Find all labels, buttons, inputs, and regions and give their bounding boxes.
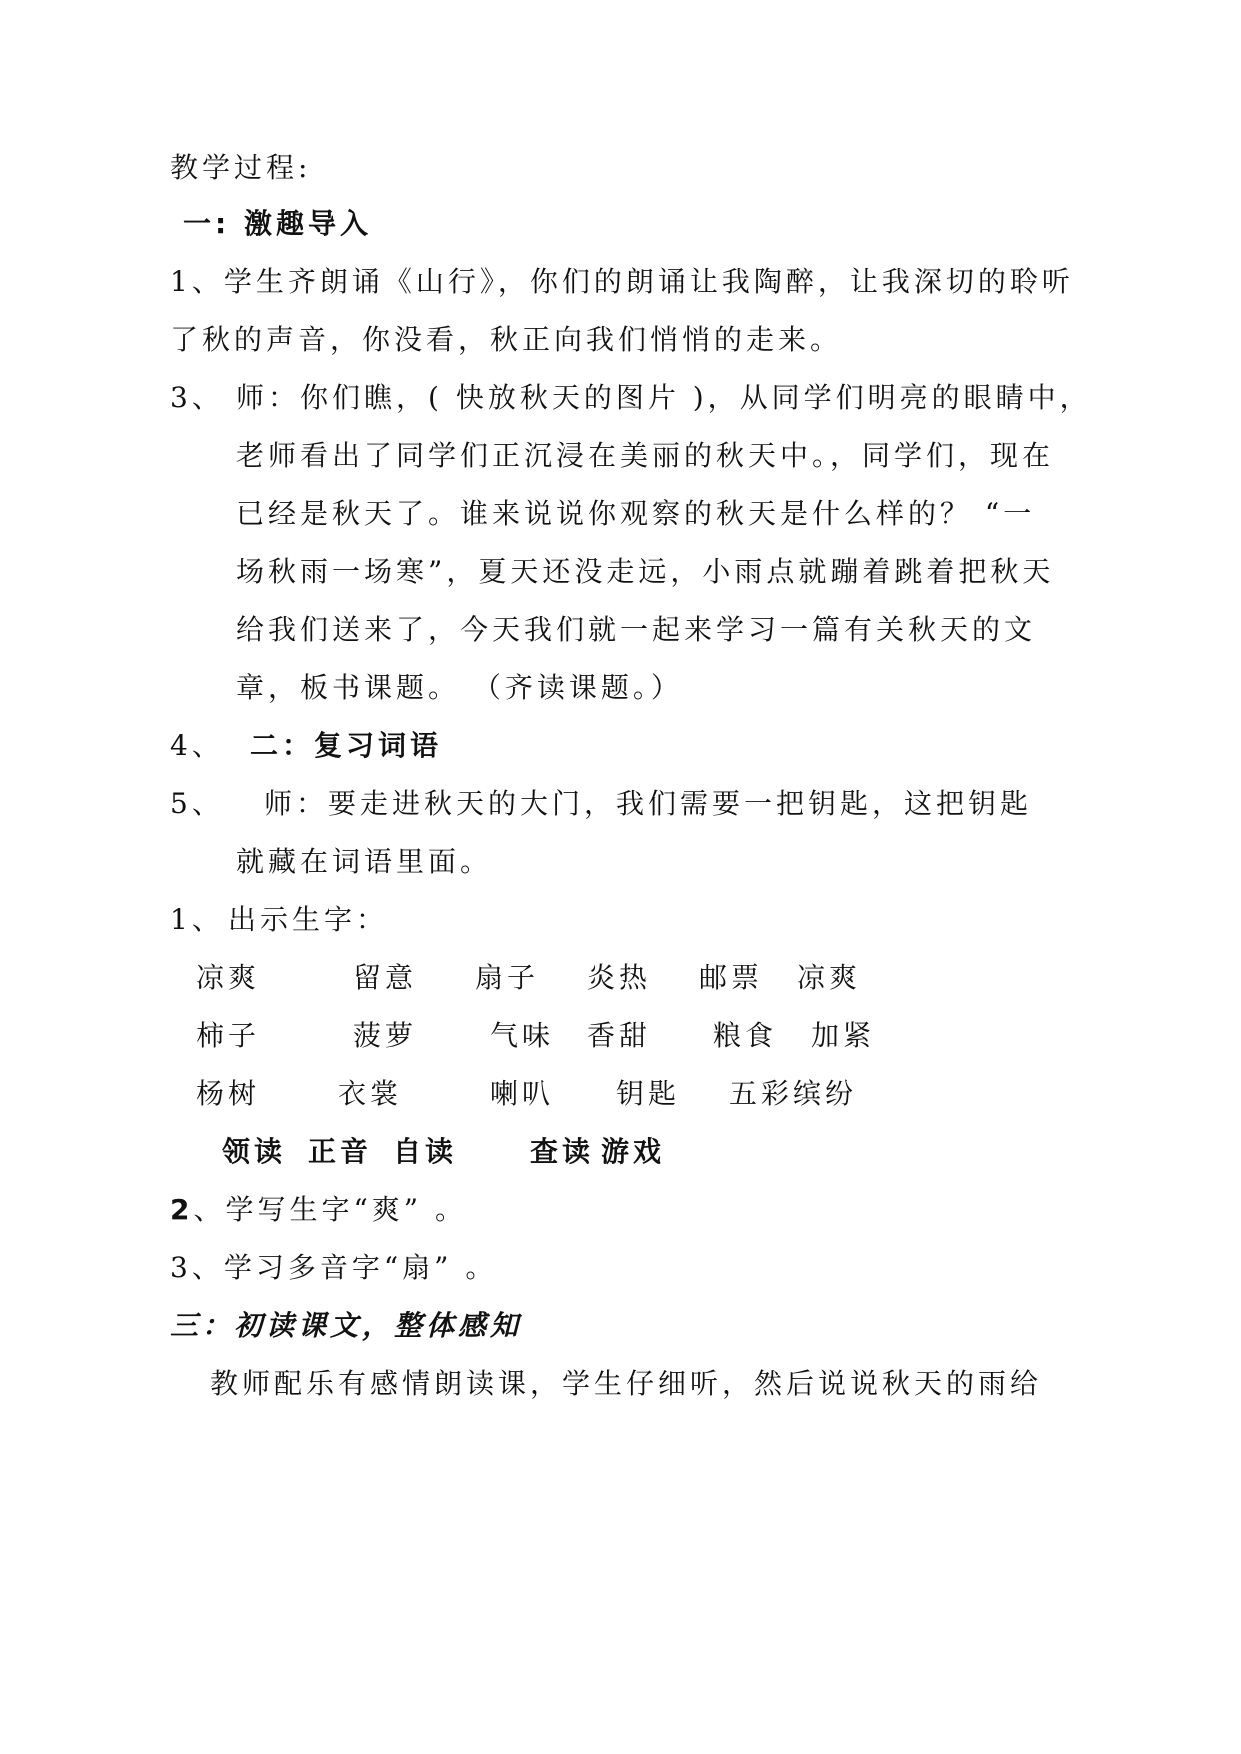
word: 扇子 [475, 961, 540, 994]
item3-line1: 师：你们瞧，( 快放秋天的图片 )，从同学们明亮的眼睛中， [236, 381, 1092, 414]
word: 气味 [490, 1019, 555, 1052]
word: 凉爽 [196, 961, 261, 994]
item3-line3: 已经是秋天了。谁来说说你观察的秋天是什么样的？ “一 [236, 497, 1036, 530]
word: 柿子 [196, 1019, 261, 1052]
word: 杨树 [196, 1077, 261, 1110]
write-number: 2 [170, 1193, 194, 1226]
item5-line1: 师：要走进秋天的大门，我们需要一把钥匙，这把钥匙 [264, 787, 1033, 820]
word: 留意 [353, 961, 418, 994]
item3-line6: 章，板书课题。 （齐读课题。） [236, 671, 683, 704]
item4-number: 4、 [170, 729, 224, 762]
word: 凉爽 [797, 961, 862, 994]
word: 香甜 [587, 1019, 652, 1052]
word: 邮票 [699, 961, 764, 994]
polyphone-item: 3、学习多音字“扇” 。 [170, 1251, 498, 1284]
write-item [170, 1190, 467, 1230]
word: 粮食 [713, 1019, 778, 1052]
method: 领读 [222, 1135, 287, 1168]
method: 查读 [530, 1135, 595, 1168]
word: 菠萝 [353, 1019, 418, 1052]
show-number: 1、 [170, 903, 224, 936]
method: 游戏 [601, 1135, 666, 1168]
item1-line2: 了秋的声音，你没看，秋正向我们悄悄的走来。 [170, 323, 843, 356]
item3-line2: 老师看出了同学们正沉浸在美丽的秋天中。，同学们，现在 [236, 439, 1055, 472]
word: 炎热 [587, 961, 652, 994]
process-title: 教学过程: [170, 151, 312, 184]
word: 喇叭 [490, 1077, 555, 1110]
section1-heading: 一: 激趣导入 [183, 207, 372, 240]
method: 自读 [393, 1135, 458, 1168]
item3-line5: 给我们送来了，今天我们就一起来学习一篇有关秋天的文 [236, 613, 1037, 646]
section2-heading: 二：复习词语 [250, 729, 443, 762]
method: 正音 [308, 1135, 373, 1168]
item5-number: 5、 [170, 787, 224, 820]
item5-line2: 就藏在词语里面。 [236, 845, 493, 878]
word: 加紧 [811, 1019, 876, 1052]
item3-number: 3、 [170, 381, 224, 414]
item1-line1: 1、学生齐朗诵《山行》，你们的朗诵让我陶醉，让我深切的聆听 [170, 265, 1074, 298]
write-text: 、学写生字“爽” 。 [193, 1193, 468, 1226]
word: 衣裳 [338, 1077, 403, 1110]
word: 五彩缤纷 [729, 1077, 858, 1110]
show-label: 出示生字： [228, 903, 389, 936]
section3-paragraph-line1: 教师配乐有感情朗读课，学生仔细听，然后说说秋天的雨给 [210, 1367, 1043, 1400]
word: 钥匙 [616, 1077, 681, 1110]
section3-heading: 三：初读课文，整体感知 [170, 1309, 523, 1342]
item3-line4: 场秋雨一场寒”，夏天还没走远，小雨点就蹦着跳着把秋天 [236, 555, 1055, 588]
